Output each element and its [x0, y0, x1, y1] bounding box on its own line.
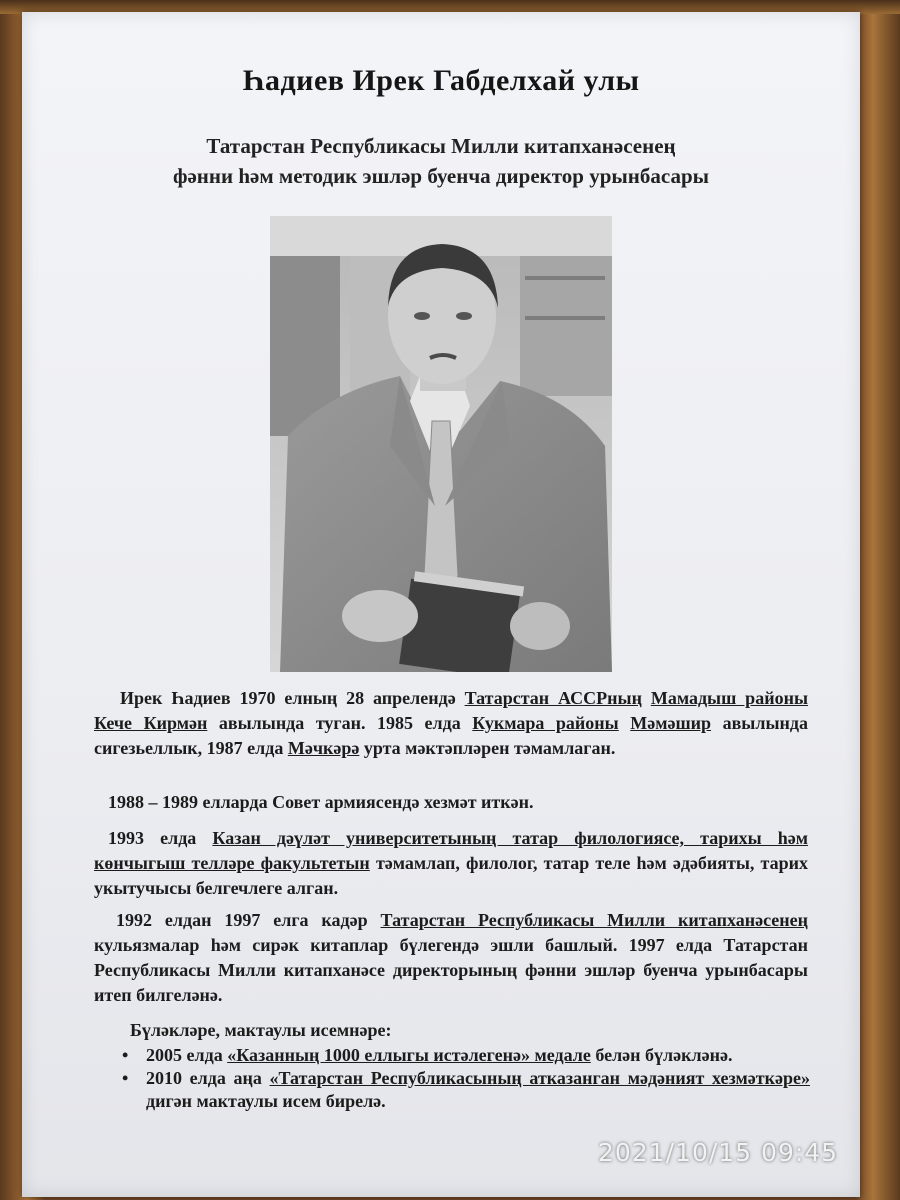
bio-paragraph-1: [94, 686, 808, 761]
link-memeshir[interactable]: Мәмәшир: [630, 713, 712, 733]
link-tatarstan-assr[interactable]: Татарстан АССРның: [464, 688, 642, 708]
subtitle-line-1: Татарстан Республикасы Милли китапханәсенең: [206, 134, 676, 158]
text-run: авылында сигезьеллык, 1987 елда: [94, 713, 808, 758]
bio-paragraph-2: [94, 790, 808, 815]
link-kazan-university-faculty[interactable]: Казан дәүләт университетының татар филологиясе, тарихы һәм көнчыгыш телләре факультетын: [94, 828, 808, 873]
list-item: [120, 1044, 810, 1067]
text-run: кульязмалар һәм сирәк китаплар бүлегендә эшли башлый. 1997 елда Татарстан Республикасы Милли китапханәсе директорының фәнни эшләр буенча урынбасары итеп билгеләнә.: [94, 935, 808, 1005]
link-kazan-1000-medal[interactable]: «Казанның 1000 еллыгы истәлегенә» медале: [227, 1045, 591, 1065]
text-run: [619, 713, 631, 733]
text-run: 2005 елда: [146, 1045, 228, 1065]
text-run: тәмамлап, филолог, татар теле һәм әдәбияты, тарих укытучысы белгечлеге алган.: [94, 853, 808, 898]
link-kukmara-district[interactable]: Кукмара районы: [472, 713, 619, 733]
bio-paragraph-3: [94, 826, 808, 901]
link-keche-kirmen[interactable]: Кече Кирмән: [94, 713, 208, 733]
text-run: дигән мактаулы исем бирелә.: [146, 1091, 386, 1111]
subtitle-line-2: фәнни һәм методик эшләр буенча директор урынбасары: [172, 164, 710, 188]
text-run: авылында туган. 1985 елда: [207, 713, 473, 733]
text-run: урта мәктәпләрен тәмамлаган.: [359, 738, 616, 758]
link-mechkere[interactable]: Мәчкәрә: [287, 738, 360, 758]
bio-paragraph-4: [94, 908, 808, 1008]
awards-heading: Бүләкләре, мактаулы исемнәре:: [130, 1020, 392, 1040]
photo-timestamp: 2021/10/15 09:45: [598, 1138, 839, 1167]
text-run: [642, 688, 651, 708]
text-run: 1993 елда: [108, 828, 213, 848]
portrait-illustration: [270, 216, 612, 672]
poster-sheet: [22, 12, 860, 1197]
page-title: Һадиев Ирек Габделхай улы: [242, 64, 640, 97]
link-national-library[interactable]: Татарстан Республикасы Милли китапханәсенең: [380, 910, 809, 930]
text-run: Ирек Һадиев 1970 елның 28 апрелендә: [120, 688, 465, 708]
text-run: 1992 елдан 1997 елга кадәр: [116, 910, 381, 930]
awards-list: [120, 1044, 810, 1113]
text-run: белән бүләкләнә.: [590, 1045, 733, 1065]
text-run: 2010 елда аңа: [146, 1068, 270, 1088]
text-run: 1988 – 1989 елларда Совет армиясендә хезмәт иткән.: [108, 792, 534, 812]
link-honored-culture-worker[interactable]: «Татарстан Республикасының атказанган мәдәният хезмәткәре»: [269, 1068, 810, 1088]
link-mamadysh-district[interactable]: Мамадыш районы: [650, 688, 808, 708]
list-item: [120, 1067, 810, 1113]
portrait-photo: [270, 216, 612, 672]
